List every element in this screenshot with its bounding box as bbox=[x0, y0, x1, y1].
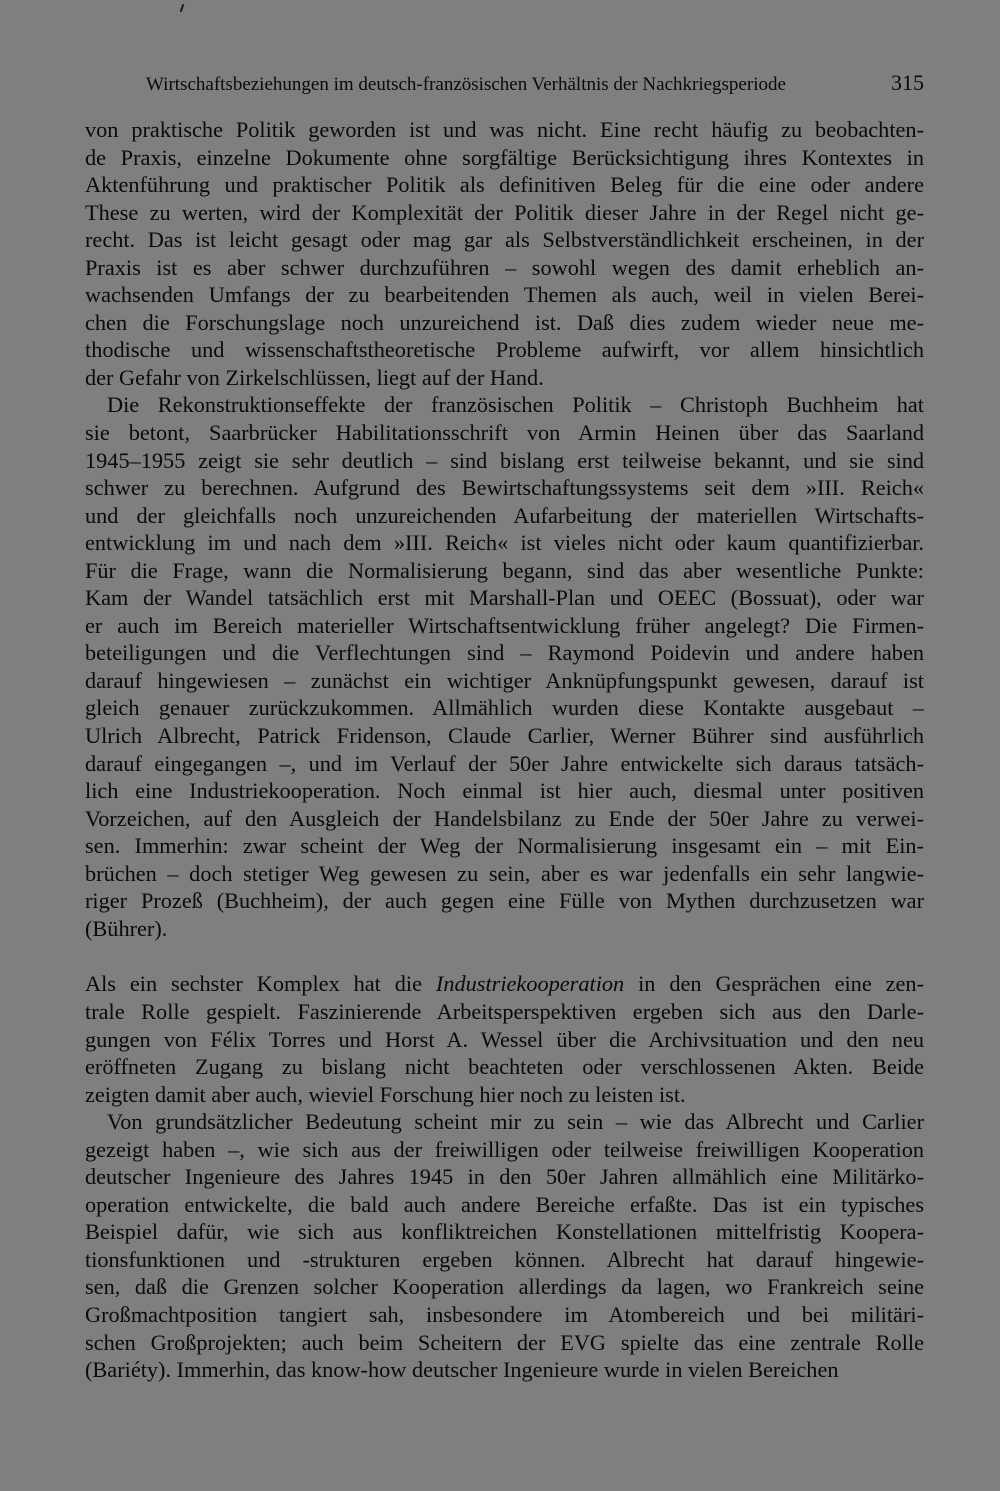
text-line: riger Prozeß (Buchheim), der auch gegen eine Fülle von Mythen durchzusetzen war bbox=[85, 888, 924, 914]
text-line: thodische und wissenschaftstheoretische Probleme aufwirft, vor allem hinsichtlich bbox=[85, 337, 924, 363]
paragraph bbox=[85, 970, 924, 1108]
text-line: der Gefahr von Zirkelschlüssen, liegt auf der Hand. bbox=[85, 364, 544, 390]
text-line: Die Rekonstruktionseffekte der französischen Politik – Christoph Buchheim hat bbox=[107, 392, 924, 418]
text-line: tionsfunktionen und -strukturen ergeben können. Albrecht hat darauf hingewie- bbox=[85, 1246, 924, 1272]
text-line: gleich genauer zurückzukommen. Allmählich wurden diese Kontakte ausgebaut – bbox=[85, 695, 924, 721]
emphasized-term: Industriekooperation bbox=[435, 971, 625, 997]
text-line: Praxis ist es aber schwer durchzuführen – sowohl wegen des damit erheblich an- bbox=[85, 254, 924, 280]
stray-mark bbox=[180, 4, 185, 12]
text-line: lich eine Industriekooperation. Noch einmal ist hier auch, diesmal unter positiven bbox=[85, 778, 924, 804]
paragraph bbox=[85, 391, 924, 942]
paragraph bbox=[85, 1108, 924, 1383]
text-line: Aktenführung und praktischer Politik als definitiven Beleg für die eine oder andere bbox=[85, 172, 924, 198]
text-line: er auch im Bereich materieller Wirtschaftsentwicklung früher angelegt? Die Firmen- bbox=[85, 612, 924, 638]
text-line: (Bariéty). Immerhin, das know-how deutscher Ingenieure wurde in vielen Bereichen bbox=[85, 1357, 839, 1383]
text-line: sie betont, Saarbrücker Habilitationsschrift von Armin Heinen über das Saarland bbox=[85, 420, 924, 446]
text-line: Großmachtposition tangiert sah, insbesondere im Atombereich und bei militäri- bbox=[85, 1301, 924, 1327]
text-line: trale Rolle gespielt. Faszinierende Arbeitsperspektiven ergeben sich aus den Darle- bbox=[85, 998, 924, 1024]
text-line: entwicklung im und nach dem »III. Reich« ist vieles nicht oder kaum quantifizierbar. bbox=[85, 530, 924, 556]
text-line: schwer zu berechnen. Aufgrund des Bewirtschaftungssystems seit dem »III. Reich« bbox=[85, 475, 924, 501]
text-line: schen Großprojekten; auch beim Scheitern der EVG spielte das eine zentrale Rolle bbox=[85, 1329, 924, 1355]
text-line: Kam der Wandel tatsächlich erst mit Marshall-Plan und OEEC (Bossuat), oder war bbox=[85, 585, 924, 611]
text-line: sen, daß die Grenzen solcher Kooperation allerdings da lagen, wo Frankreich seine bbox=[85, 1274, 924, 1300]
text-line: Vorzeichen, auf den Ausgleich der Handelsbilanz zu Ende der 50er Jahre zu verwei- bbox=[85, 805, 924, 831]
text-line: darauf eingegangen –, und im Verlauf der 50er Jahre entwickelte sich daraus tatsäch- bbox=[85, 750, 924, 776]
text-line: zeigten damit aber auch, wieviel Forschung hier noch zu leisten ist. bbox=[85, 1081, 686, 1107]
text-line: Für die Frage, wann die Normalisierung begann, sind das aber wesentliche Punkte: bbox=[85, 557, 924, 583]
text-line: gezeigt haben –, wie sich aus der freiwilligen oder teilweise freiwilligen Kooperation bbox=[85, 1136, 924, 1162]
text-line: recht. Das ist leicht gesagt oder mag gar als Selbstverständlichkeit erscheinen, in der bbox=[85, 227, 924, 253]
text-line: von praktische Politik geworden ist und was nicht. Eine recht häufig zu beobachten- bbox=[85, 117, 924, 142]
text-line: sen. Immerhin: zwar scheint der Weg der Normalisierung insgesamt ein – mit Ein- bbox=[85, 833, 924, 859]
text-line: beteiligungen und die Verflechtungen sind – Raymond Poidevin und andere haben bbox=[85, 640, 924, 666]
text-line: eröffneten Zugang zu bislang nicht beachteten oder verschlossenen Akten. Beide bbox=[85, 1054, 924, 1080]
body-text bbox=[85, 116, 924, 1384]
text-line: 1945–1955 zeigt sie sehr deutlich – sind bislang erst teilweise bekannt, und sie sind bbox=[85, 447, 924, 473]
paragraph-gap bbox=[85, 942, 924, 970]
running-head bbox=[146, 70, 926, 100]
text-line: Als ein sechster Komplex hat die Industriekooperation in den Gesprächen eine zen- bbox=[85, 971, 924, 997]
text-line: (Bührer). bbox=[85, 915, 168, 941]
text-line: Beispiel dafür, wie sich aus konfliktreichen Konstellationen mittelfristig Koopera- bbox=[85, 1219, 924, 1245]
page-number: 315 bbox=[891, 70, 924, 95]
text-line: wachsenden Umfangs der zu bearbeitenden Themen als auch, weil in vielen Berei- bbox=[85, 282, 924, 308]
text-line: Ulrich Albrecht, Patrick Fridenson, Claude Carlier, Werner Bührer sind ausführlich bbox=[85, 723, 924, 749]
text-line: brüchen – doch stetiger Weg gewesen zu sein, aber es war jedenfalls ein sehr langwie- bbox=[85, 860, 924, 886]
text-line: chen die Forschungslage noch unzureichend ist. Daß dies zudem wieder neue me- bbox=[85, 309, 924, 335]
paragraph bbox=[85, 116, 924, 391]
text-line: These zu werten, wird der Komplexität der Politik dieser Jahre in der Regel nicht ge- bbox=[85, 199, 924, 225]
running-head-title: Wirtschaftsbeziehungen im deutsch-französischen Verhältnis der Nachkriegsperiode bbox=[146, 74, 786, 95]
text-line: gungen von Félix Torres und Horst A. Wessel über die Archivsituation und den neu bbox=[85, 1026, 924, 1052]
text-line: de Praxis, einzelne Dokumente ohne sorgfältige Berücksichtigung ihres Kontextes in bbox=[85, 144, 924, 170]
text-line: Von grundsätzlicher Bedeutung scheint mir zu sein – wie das Albrecht und Carlier bbox=[107, 1109, 924, 1135]
text-line: darauf hingewiesen – zunächst ein wichtiger Anknüpfungspunkt gewesen, darauf ist bbox=[85, 667, 924, 693]
text-line: operation entwickelte, die bald auch andere Bereiche erfaßte. Das ist ein typisches bbox=[85, 1191, 924, 1217]
text-line: und der gleichfalls noch unzureichenden Aufarbeitung der materiellen Wirtschafts- bbox=[85, 502, 924, 528]
text-line: deutscher Ingenieure des Jahres 1945 in den 50er Jahren allmählich eine Militärko- bbox=[85, 1164, 924, 1190]
